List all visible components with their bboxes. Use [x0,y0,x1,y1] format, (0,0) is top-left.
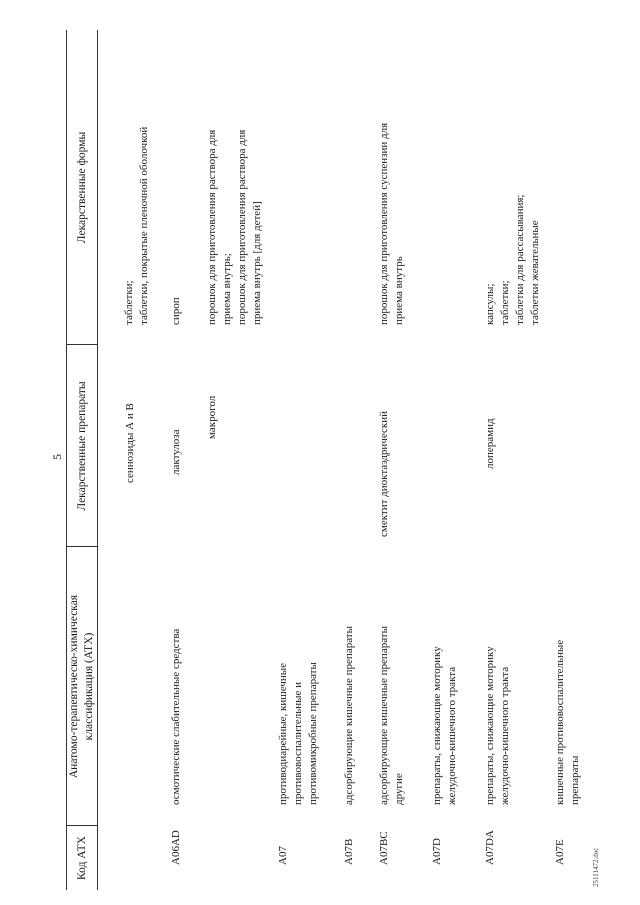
atc-name: адсорбирующие кишечные препараты [378,626,390,805]
form-line: сироп [170,297,182,325]
form-line: порошок для приготовления суспензии для [378,122,390,325]
drug-name: лоперамид [484,418,496,469]
form-line: капсулы; [484,283,496,325]
atc-code: A07E [554,839,566,865]
atc-name: препараты, снижающие моторику [431,646,443,805]
form-line: таблетки; [499,280,511,325]
header-atc-line1: Анатомо-терапевтическо-химическая [68,594,80,779]
header-atc-line2: классификация (АТХ) [83,632,95,741]
header-code: Код АТХ [76,836,88,880]
atc-name: желудочно-кишечного тракта [446,666,458,805]
atc-name: препараты, снижающие моторику [484,646,496,805]
atc-name: противодиарейные, кишечные [277,662,289,805]
drug-name: макрогол [206,395,218,439]
atc-code: A07DA [484,830,496,865]
form-line: порошок для приготовления раствора для [236,129,248,325]
atc-code: A06AD [170,830,182,865]
atc-name: адсорбирующие кишечные препараты [343,626,355,805]
form-line: таблетки жевательные [529,220,541,325]
form-line: приема внутрь; [221,253,233,325]
header-drugs: Лекарственные препараты [76,381,88,511]
atc-name: противовоспалительные и [292,681,304,805]
drug-name: сеннозиды А и В [124,403,136,483]
atc-code: A07D [431,838,443,865]
file-tag: 25111472.doc [592,847,600,887]
page-number: 5 [50,454,64,460]
atc-name: желудочно-кишечного тракта [499,666,511,805]
form-line: порошок для приготовления раствора для [206,129,218,325]
form-line: таблетки; [123,280,135,325]
header-bottom-border [97,30,98,890]
header-forms: Лекарственные формы [76,131,88,244]
drug-name: смектит диоктаэдрический [378,410,390,537]
form-line: приема внутрь [393,256,405,325]
atc-code: A07BC [378,831,390,865]
form-line: приема внутрь [для детей] [251,201,263,325]
atc-name: осмотические слабительные средства [170,628,182,805]
atc-name: препараты [569,755,581,805]
form-line: таблетки, покрытые пленочной оболочкой [138,126,150,325]
atc-name: другие [393,773,405,805]
form-line: таблетки для рассасывания; [514,194,526,325]
drug-name: лактулоза [170,429,182,475]
atc-name: кишечные противовоспалительные [554,639,566,805]
atc-name: противомикробные препараты [307,662,319,805]
atc-code: A07 [277,846,289,865]
atc-code: A07B [343,838,355,865]
